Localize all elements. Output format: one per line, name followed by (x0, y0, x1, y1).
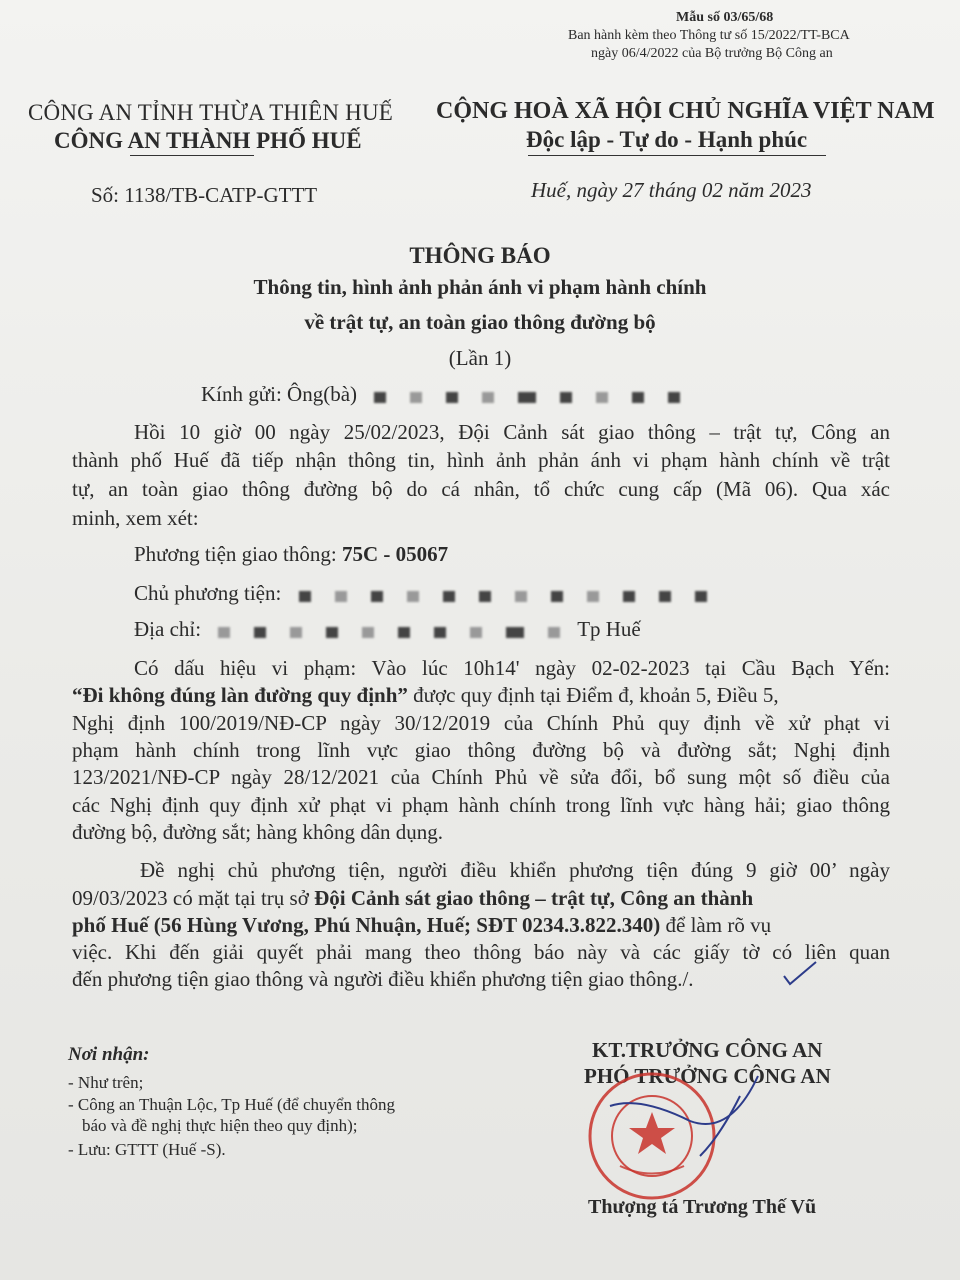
notice-round: (Lần 1) (448, 346, 512, 370)
org-underline (130, 155, 254, 156)
para3-line-3-text: để làm rõ vụ (660, 913, 772, 937)
greeting-label: Kính gửi: Ông(bà) (201, 382, 358, 406)
signature-title-1: KT.TRƯỞNG CÔNG AN (592, 1038, 823, 1062)
greeting (201, 382, 692, 409)
signer-name: Thượng tá Trương Thế Vũ (588, 1196, 817, 1218)
document-title: THÔNG BÁO (409, 243, 551, 268)
form-number: Mẫu số 03/65/68 (676, 10, 774, 25)
para3-line-3 (72, 913, 771, 938)
recipient-item: - Như trên; (68, 1073, 144, 1092)
para2-line-1: Nghị định 100/2019/NĐ-CP ngày 30/12/2019 của Chính Phủ quy định về xử phạt vi (72, 711, 890, 735)
recipient-item: - Lưu: GTTT (Huế -S). (68, 1140, 226, 1159)
redacted-owner (287, 583, 719, 608)
violation-name: “Đi không đúng làn đường quy định” (72, 683, 408, 707)
address-label: Địa chỉ: (134, 617, 202, 641)
motto-underline (528, 155, 826, 156)
vehicle-row (134, 542, 448, 567)
para3-line-2-text: 09/03/2023 có mặt tại trụ sở (72, 886, 315, 910)
violation-line (72, 683, 779, 708)
vehicle-label: Phương tiện giao thông: (134, 542, 342, 566)
recipient-item: - Công an Thuận Lộc, Tp Huế (để chuyển thông (68, 1095, 396, 1114)
signature-title-2: PHÓ TRƯỞNG CÔNG AN (584, 1064, 831, 1088)
redacted-address (206, 619, 572, 644)
para1-line-1: Hồi 10 giờ 00 ngày 25/02/2023, Đội Cảnh sát giao thông – trật tự, Công an (134, 420, 890, 444)
document-subtitle-1: Thông tin, hình ảnh phản ánh vi phạm hành chính (253, 275, 707, 299)
official-seal (580, 1066, 760, 1206)
owner-label: Chủ phương tiện: (134, 581, 282, 605)
form-issued-line-1: Ban hành kèm theo Thông tư số 15/2022/TT-BCA (568, 28, 850, 43)
para3-line-4: việc. Khi đến giải quyết phải mang theo thông báo này và các giấy tờ có liên quan (72, 940, 890, 964)
para3-line-2 (72, 886, 753, 911)
vehicle-plate: 75C - 05067 (341, 542, 449, 566)
address-row (134, 617, 641, 644)
violation-intro: Có dấu hiệu vi phạm: Vào lúc 10h14' ngày 02-02-2023 tại Cầu Bạch Yến: (134, 656, 890, 680)
para2-line-2: phạm hành chính trong lĩnh vực giao thông đường bộ và đường sắt; Nghị định (72, 738, 890, 762)
address-city: Tp Huế (577, 617, 641, 641)
national-motto: Độc lập - Tự do - Hạnh phúc (526, 127, 808, 152)
para3-line-1: Đề nghị chủ phương tiện, người điều khiển phương tiện đúng 9 giờ 00’ ngày (140, 858, 890, 882)
issuing-org: CÔNG AN THÀNH PHỐ HUẾ (54, 128, 362, 153)
para1-line-3: tự, an toàn giao thông đường bộ do cá nhân, tổ chức cung cấp (Mã 06). Qua xác (72, 477, 890, 501)
para3-line-5: đến phương tiện giao thông và người điều khiển phương tiện giao thông./. (72, 967, 694, 991)
redacted-name (362, 384, 692, 409)
violation-rest: được quy định tại Điểm đ, khoản 5, Điều 5, (407, 683, 779, 707)
para2-line-5: đường bộ, đường sắt; hàng không dân dụng. (72, 820, 444, 844)
place-date: Huế, ngày 27 tháng 02 năm 2023 (531, 178, 812, 202)
recipient-item: báo và đề nghị thực hiện theo quy định); (82, 1116, 358, 1135)
unit-name: Đội Cảnh sát giao thông – trật tự, Công an thành (314, 886, 754, 910)
unit-address: phố Huế (56 Hùng Vương, Phú Nhuận, Huế; SĐT 0234.3.822.340) (72, 913, 661, 937)
para1-line-4: minh, xem xét: (72, 506, 199, 530)
handwritten-tick (780, 958, 820, 988)
recipients-heading: Nơi nhận: (68, 1044, 150, 1065)
national-title: CỘNG HOÀ XÃ HỘI CHỦ NGHĨA VIỆT NAM (436, 98, 935, 124)
form-issued-line-2: ngày 06/4/2022 của Bộ trưởng Bộ Công an (591, 46, 833, 61)
issuing-org-parent: CÔNG AN TỈNH THỪA THIÊN HUẾ (28, 100, 394, 125)
para2-line-3: 123/2021/NĐ-CP ngày 28/12/2021 của Chính Phủ về sửa đổi, bổ sung một số điều của (72, 765, 890, 789)
document-number: Số: 1138/TB-CATP-GTTT (91, 183, 318, 207)
para2-line-4: các Nghị định quy định xử phạt vi phạm hành chính trong lĩnh vực hàng hải; giao thông (72, 793, 890, 817)
para1-line-2: thành phố Huế đã tiếp nhận thông tin, hình ảnh phản ánh vi phạm hành chính về trật (72, 448, 890, 472)
owner-row (134, 581, 719, 608)
document-subtitle-2: về trật tự, an toàn giao thông đường bộ (304, 310, 656, 334)
